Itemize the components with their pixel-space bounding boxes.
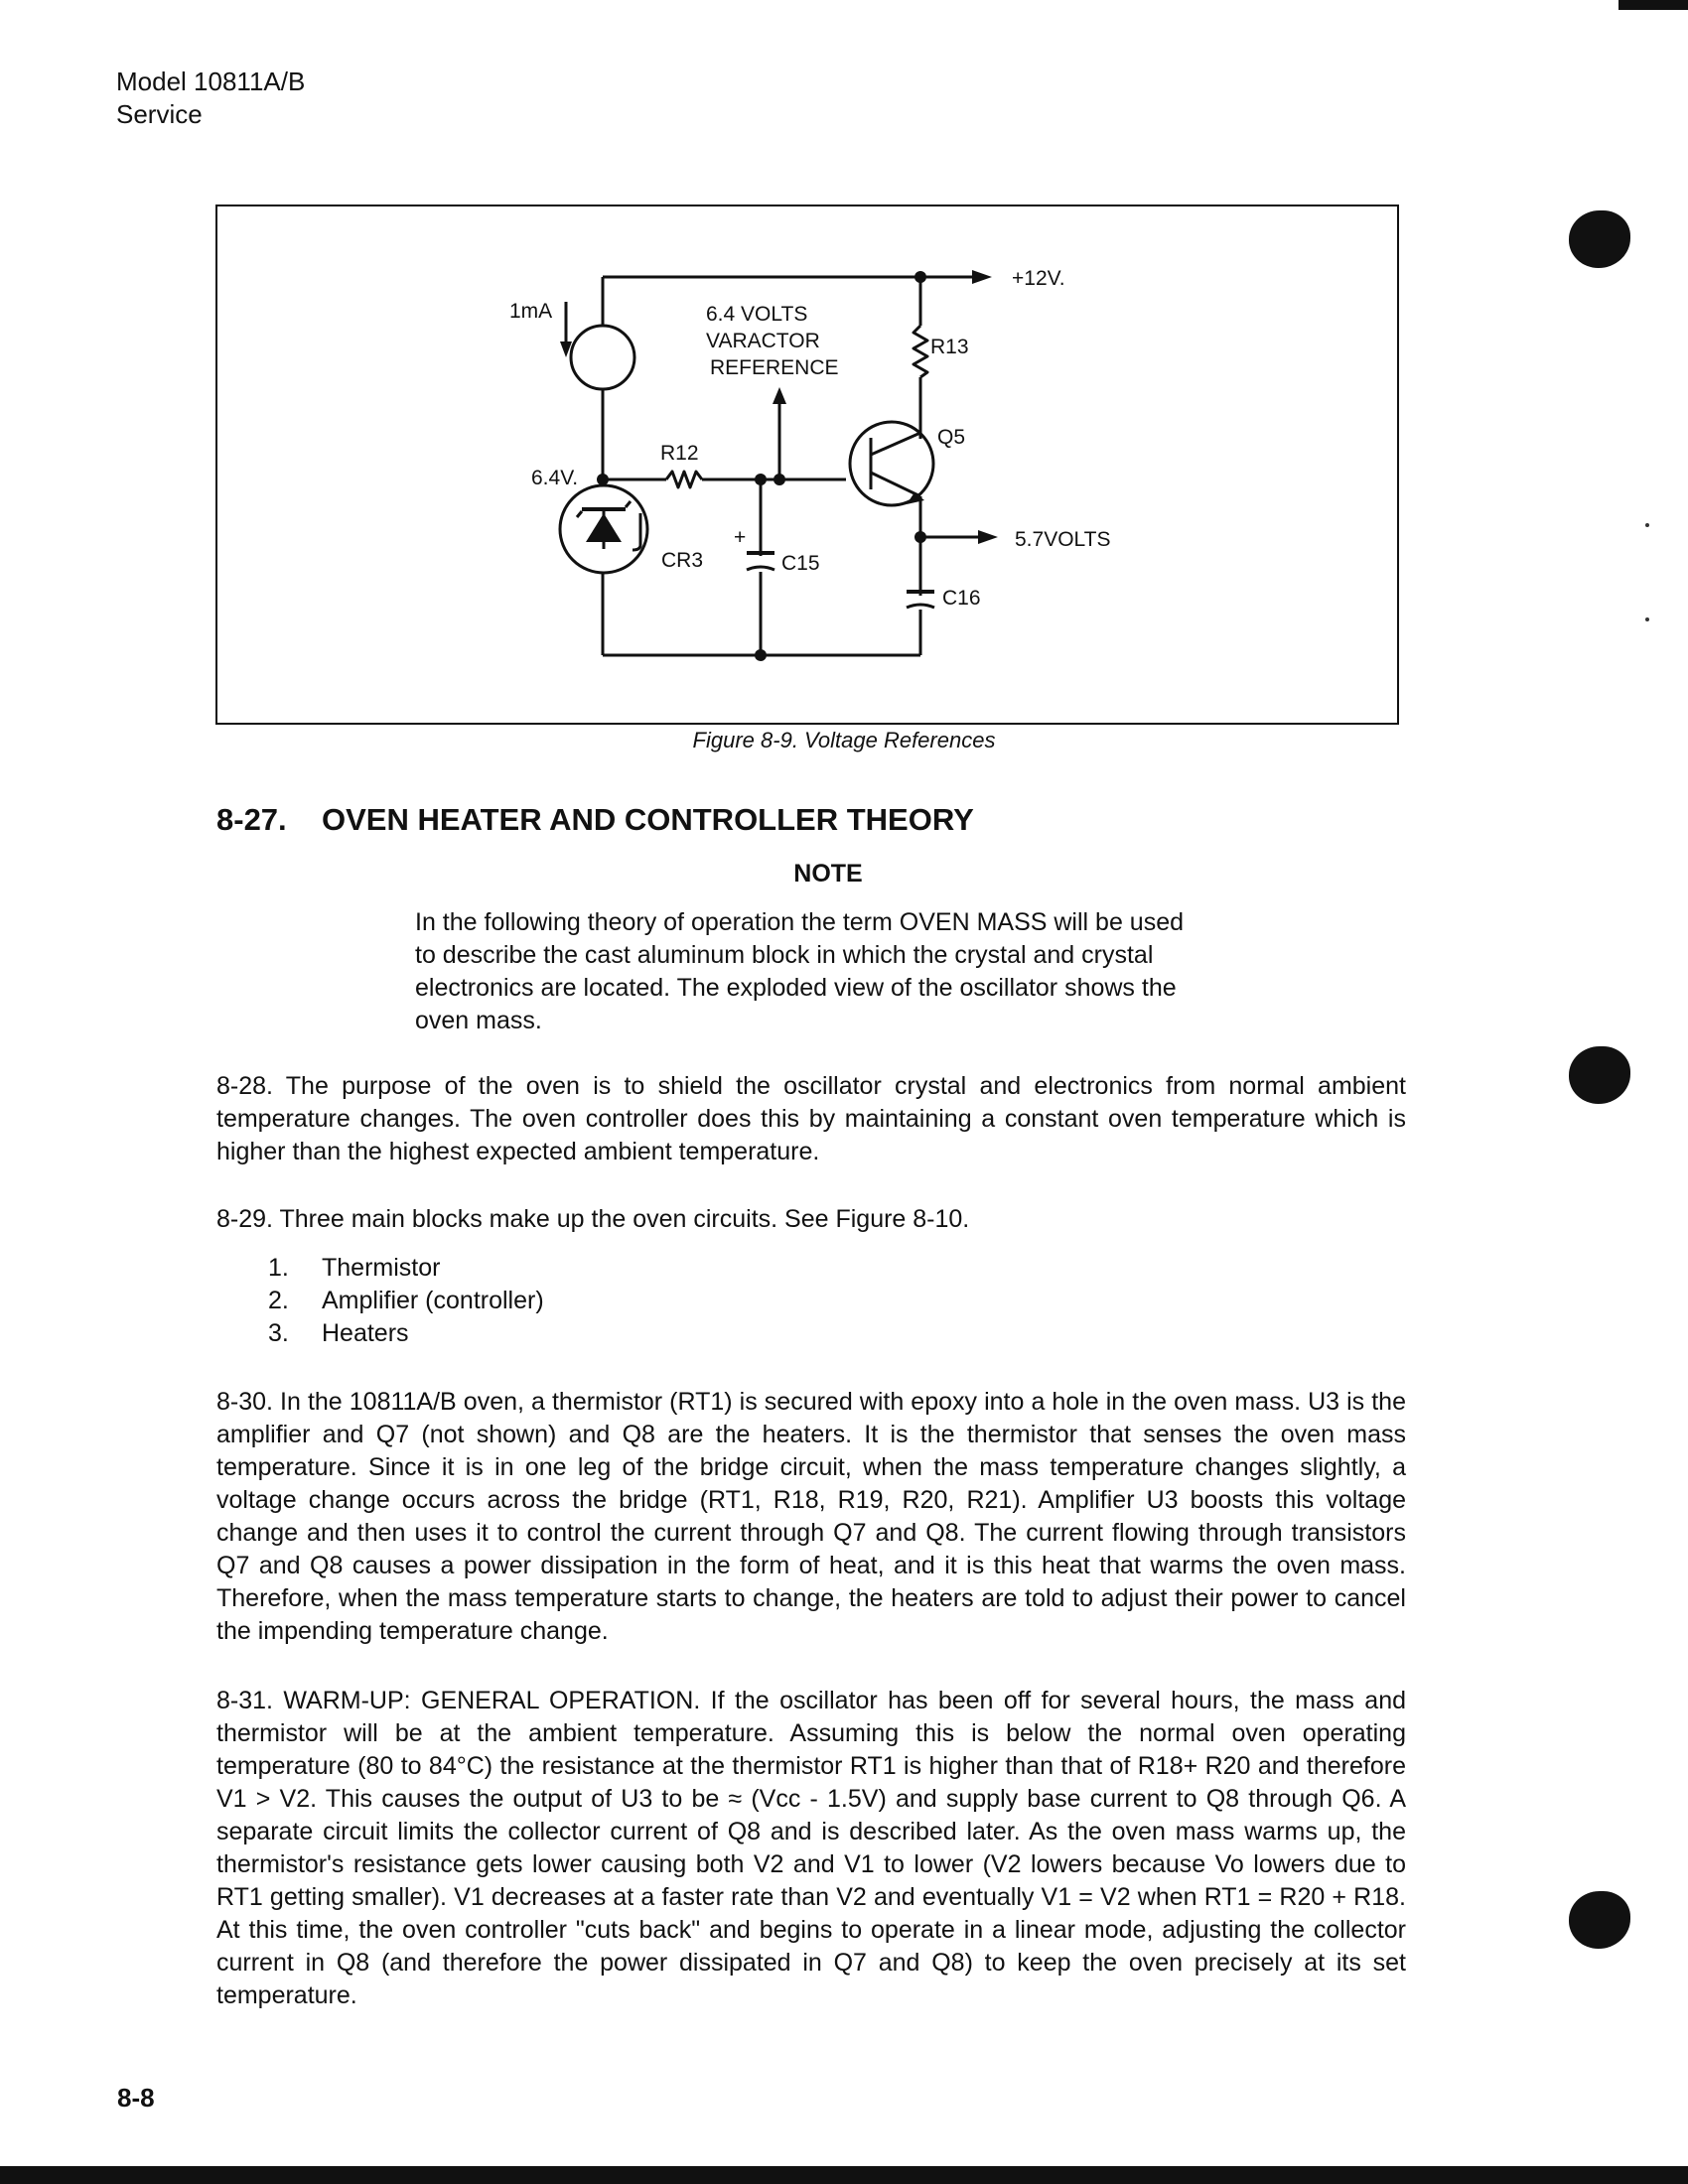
c16-label: C16	[942, 587, 981, 610]
r12-label: R12	[660, 442, 699, 465]
list-item: 3. Heaters	[268, 1319, 409, 1347]
output-label: 5.7VOLTS	[1015, 528, 1111, 551]
c15-label: C15	[781, 552, 820, 575]
scan-edge-mark	[1618, 0, 1688, 10]
figure-caption: Figure 8-9. Voltage References	[692, 728, 996, 752]
page-number: 8-8	[117, 2083, 155, 2113]
node-voltage-label: 6.4V.	[531, 467, 579, 489]
paragraph-8-31: 8-31. WARM-UP: GENERAL OPERATION. If the oscillator has been off for several hours, the mass and thermistor will be at the ambient temperature. Assuming this is below the normal oven operating temperature (80 to 84°C) the resistance at the thermistor RT1 is higher than that of R18+ R20 and therefore V1 > V2. This causes the output of U3 to be ≈ (Vcc - 1.5V) and supply base current to Q8 through Q6. A separate circuit limits the collector current of Q8 and is described later. As the oven mass warms up, the thermistor's resistance gets lower causing both V2 and V1 to lower (V2 lowers because Vo lowers due to RT1 getting smaller). V1 decreases at a faster rate than V2 and eventually V1 = V2 when RT1 = R20 + R18. At this time, the oven controller "cuts back" and begins to operate in a linear mode, adjusting the collector current in Q8 (and therefore the power dissipated in Q7 and Q8) to keep the oven precisely at its set temperature.	[216, 1687, 1406, 2009]
reference-label-line2: VARACTOR	[706, 330, 820, 352]
reference-label-line3: REFERENCE	[710, 356, 839, 379]
voltage-reference-figure	[215, 205, 1399, 725]
header-model: Model 10811A/B	[116, 67, 306, 96]
paragraph-8-28: 8-28. The purpose of the oven is to shield the oscillator crystal and electronics from normal ambient temperature changes. The oven controller does this by maintaining a constant oven temperature which is higher than the highest expected ambient temperature.	[216, 1072, 1406, 1165]
list-item: 2. Amplifier (controller)	[268, 1287, 544, 1314]
supply-label: +12V.	[1012, 267, 1065, 290]
scan-bottom-edge	[0, 2166, 1688, 2184]
voltage-reference-schematic	[217, 206, 1401, 727]
section-title: OVEN HEATER AND CONTROLLER THEORY	[322, 802, 974, 837]
binder-hole-mark	[1569, 210, 1630, 268]
q5-label: Q5	[937, 426, 966, 449]
list-item: 1. Thermistor	[268, 1254, 441, 1282]
oven-blocks-list	[268, 1252, 544, 1350]
r13-label: R13	[930, 336, 969, 358]
current-source-label: 1mA	[509, 300, 553, 323]
section-number: 8-27.	[216, 802, 287, 837]
paragraph-8-29: 8-29. Three main blocks make up the oven circuits. See Figure 8-10.	[216, 1205, 970, 1233]
c15-polarity-label: +	[734, 526, 747, 549]
cr3-label: CR3	[661, 549, 704, 572]
scan-speck	[1645, 617, 1649, 621]
note-body: In the following theory of operation the term OVEN MASS will be used to describe the cast aluminum block in which the crystal and crystal electronics are located. The exploded view of the oscillator shows the oven mass.	[415, 908, 1184, 1034]
page-header	[116, 66, 305, 131]
note-title: NOTE	[793, 860, 863, 887]
reference-label-line1: 6.4 VOLTS	[706, 303, 808, 326]
binder-hole-mark	[1569, 1891, 1630, 1949]
scan-speck	[1645, 523, 1649, 527]
section-heading	[216, 802, 974, 838]
header-section: Service	[116, 99, 203, 129]
paragraph-8-30: 8-30. In the 10811A/B oven, a thermistor (RT1) is secured with epoxy into a hole in the oven mass. U3 is the amplifier and Q7 (not shown) and Q8 are the heaters. It is the thermistor that senses the oven mass temperature. Since it is in one leg of the bridge circuit, when the mass temperature changes slightly, a voltage change occurs across the bridge (RT1, R18, R19, R20, R21). Amplifier U3 boosts this voltage change and then uses it to control the current through Q7 and Q8. The current flowing through transistors Q7 and Q8 causes a power dissipation in the form of heat, and it is this heat that warms the oven mass. Therefore, when the mass temperature starts to change, the heaters are told to adjust their power to cancel the impending temperature change.	[216, 1388, 1406, 1645]
binder-hole-mark	[1569, 1046, 1630, 1104]
